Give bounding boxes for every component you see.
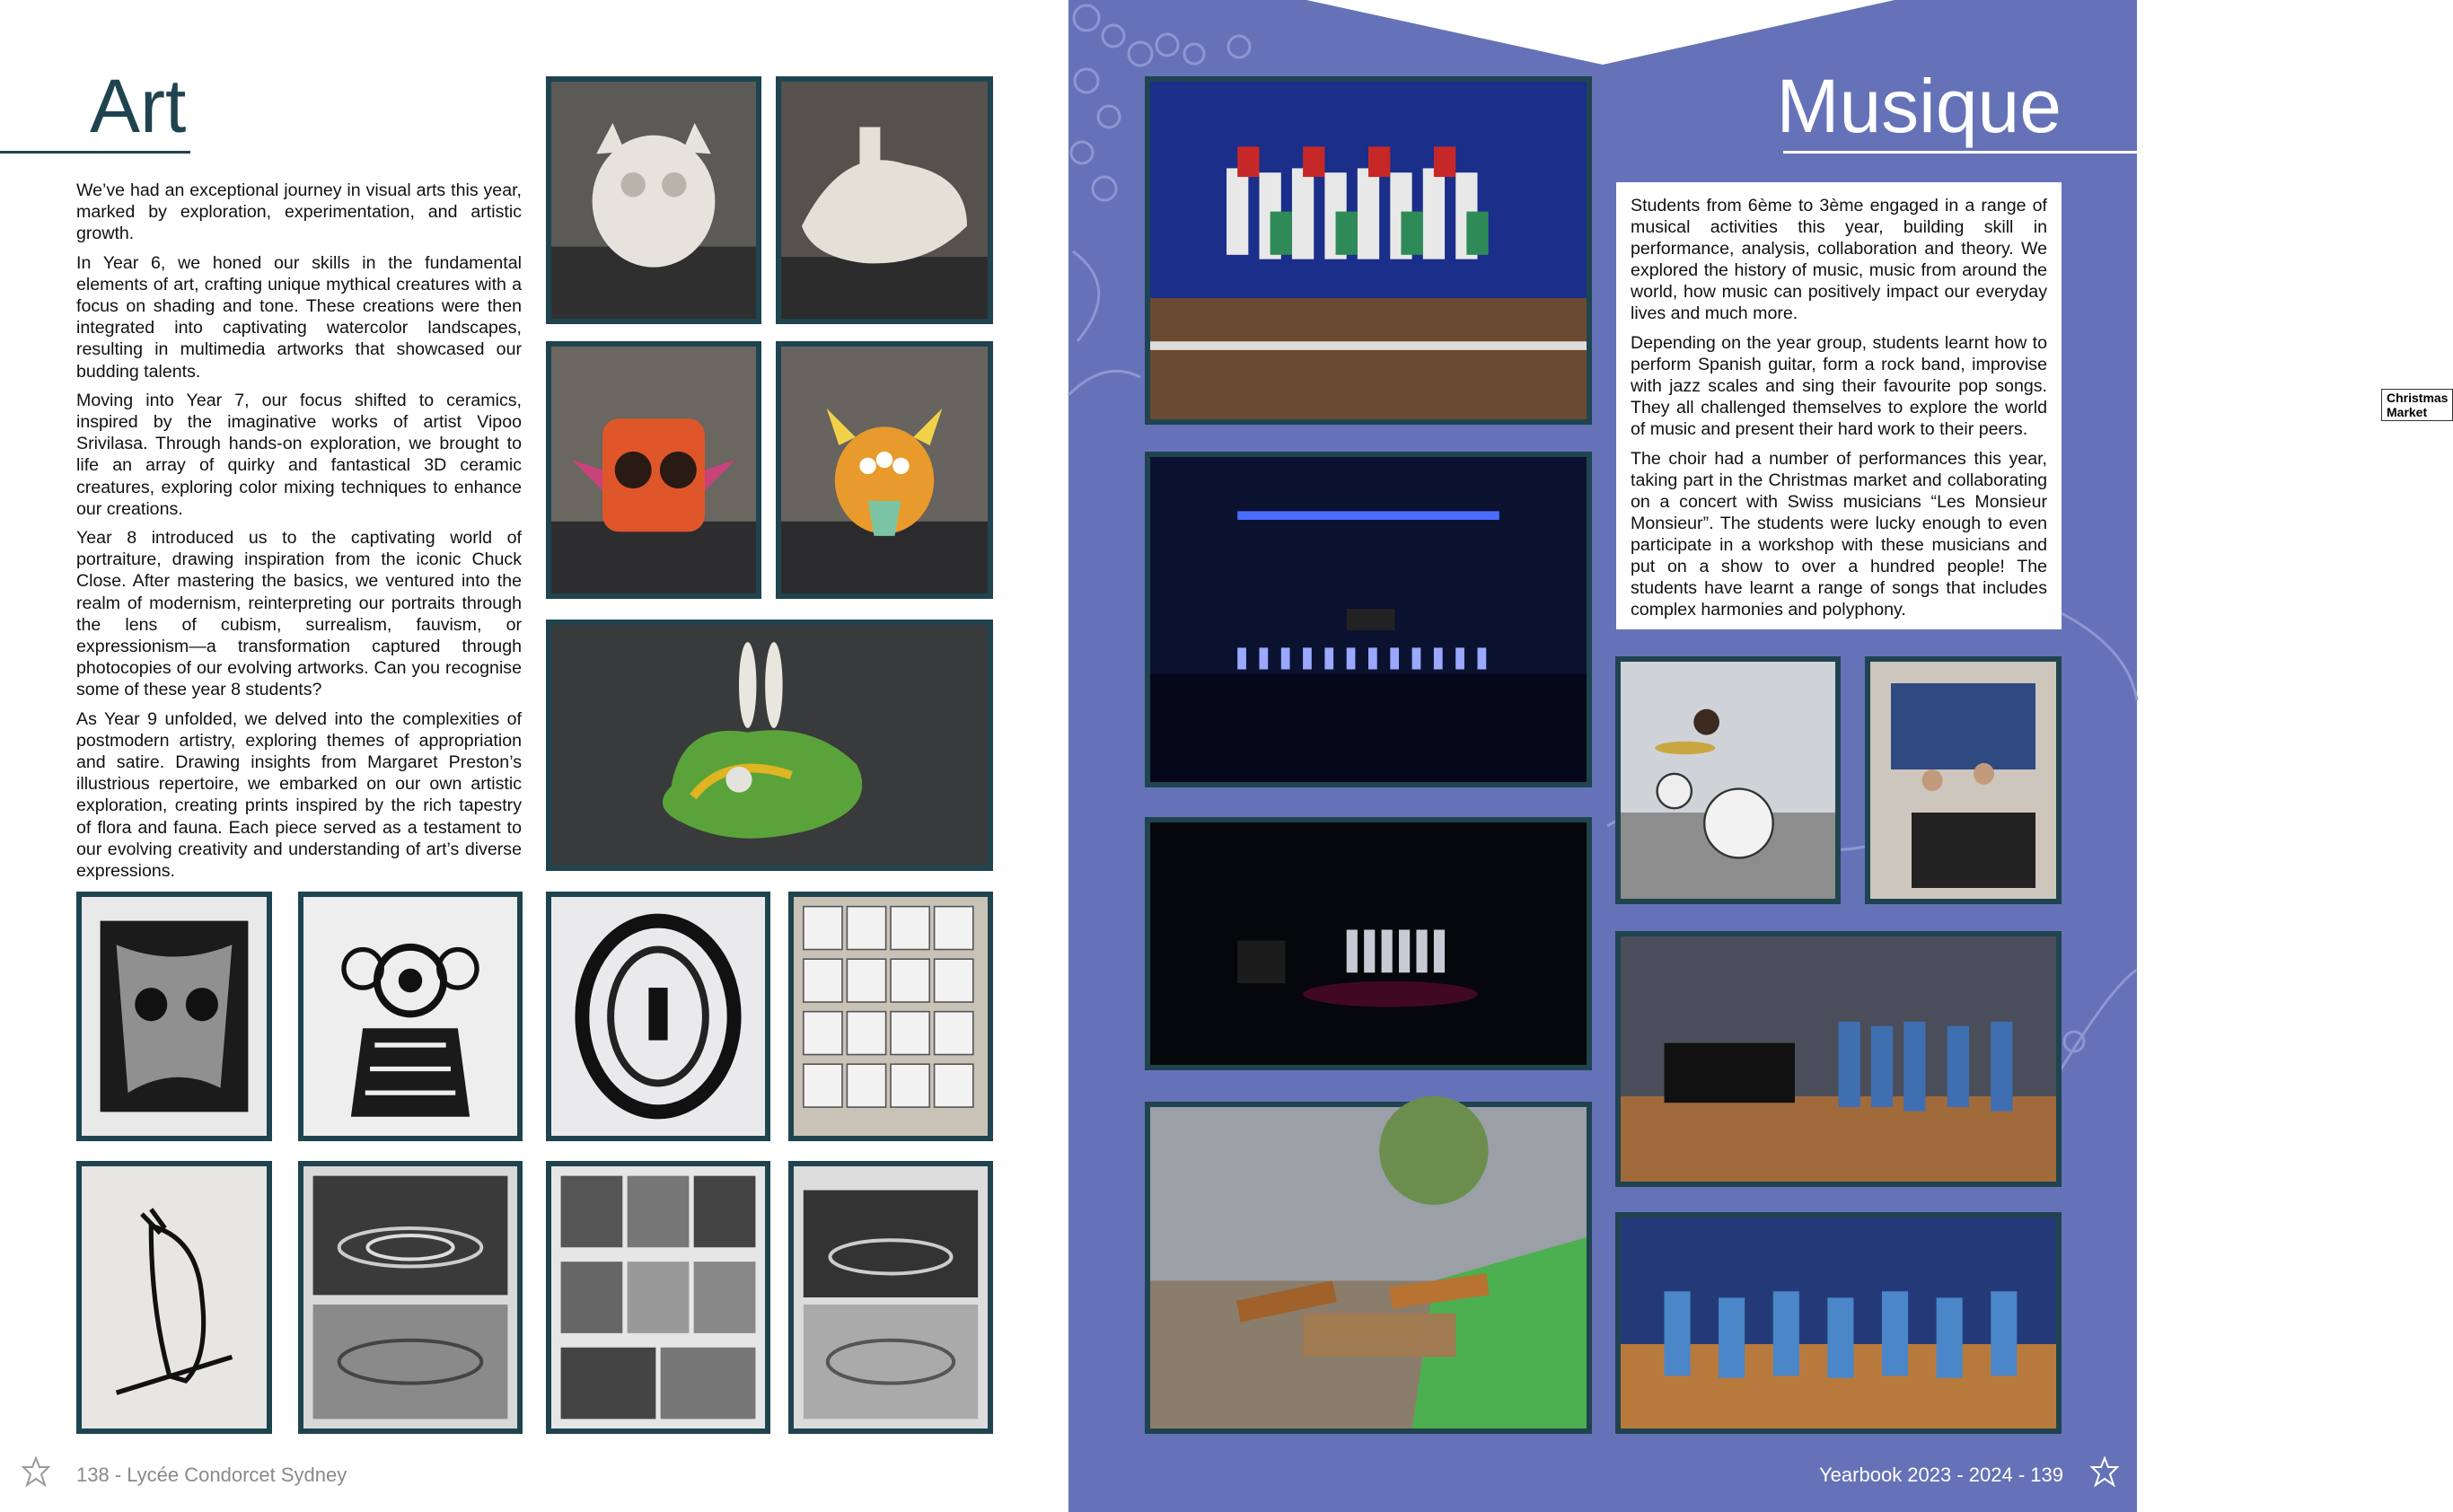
- texture-study-photo: [546, 1161, 770, 1434]
- linocut-print-birds-photo: [76, 892, 272, 1141]
- ceramic-white-creature-photo: [546, 76, 761, 324]
- guitar-students-photo: [1145, 1102, 1592, 1434]
- art-paragraph-4: Year 8 introduced us to the captivating world of portraiture, drawing inspiration from the iconic Chuck Close. After mastering the basics, we ventured into the realm of modernism, reinterpreting our portraits through the lens of cubism, surrealism, fauvism, or expressionism—a transformation captured through photocopies of our evolving artworks. Can you recognise some of these year 8 students?: [76, 528, 522, 700]
- art-title: Art: [90, 64, 187, 148]
- photo-caption: Christmas Market: [2381, 389, 2453, 421]
- musique-title: Musique: [1776, 64, 2062, 148]
- drummer-photo: [1615, 656, 1841, 904]
- ceramic-green-creature-photo: [546, 620, 993, 871]
- choir-workshop-piano-photo: [1615, 931, 2062, 1187]
- music-classroom-photo: [1865, 656, 2062, 904]
- art-title-rule: [0, 151, 190, 154]
- school-logo-icon-right: [2088, 1455, 2121, 1490]
- footer-left-page-number: 138 - Lycée Condorcet Sydney: [76, 1464, 347, 1486]
- concert-stage-photo: [1145, 452, 1592, 787]
- art-paragraph-1: We’ve had an exceptional journey in visual arts this year, marked by exploration, experimentation, and artistic growth.: [76, 180, 522, 244]
- linocut-print-shell-photo: [546, 892, 770, 1141]
- musique-title-rule: [1783, 151, 2137, 154]
- left-page: [0, 0, 1068, 1512]
- art-paragraph-3: Moving into Year 7, our focus shifted to ceramics, inspired by the imaginative works of artist Vipoo Srivilasa. Through hands-on exploration, we brought to life an array of quirky and fantastical 3D ceramic creatures, exploring color mixing techniques to enhance our creations.: [76, 390, 522, 519]
- piano-choir-performance-photo: [1145, 817, 1592, 1070]
- linocut-print-cockatoo-photo: [76, 1161, 272, 1434]
- musique-text-box: [1616, 182, 2062, 629]
- musique-paragraph-1: Students from 6ème to 3ème engaged in a range of musical activities this year, building skill in performance, analysis, collaboration and theory. We explored the history of music, music from around the world, how music can positively impact our everyday lives and much more.: [1631, 196, 2047, 323]
- ceramic-red-creature-photo: [546, 341, 761, 599]
- footer-right-page-number: Yearbook 2023 - 2024 - 139: [1819, 1464, 2063, 1486]
- portrait-collage-photo: [788, 892, 993, 1141]
- students-circle-photo: [1615, 1212, 2062, 1434]
- ceramic-white-dragon-photo: [776, 76, 993, 324]
- linocut-print-flowers-vase-photo: [298, 892, 523, 1141]
- art-paragraph-5: As Year 9 unfolded, we delved into the complexities of postmodern artistry, exploring themes of appropriation and satire. Drawing insights from Margaret Preston’s illustrious repertoire, we embarked on our own artistic exploration, creating prints inspired by the rich tapestry of flora and fauna. Each piece served as a testament to our evolving creativity and understanding of art’s diverse expressions.: [76, 708, 522, 882]
- art-text-column: [76, 180, 522, 889]
- water-drop-drawing-photo: [298, 1161, 523, 1434]
- ceramic-orange-monster-photo: [776, 341, 993, 599]
- right-page: [1068, 0, 2449, 1512]
- school-logo-icon: [20, 1455, 52, 1490]
- musique-paragraph-2: Depending on the year group, students learnt how to perform Spanish guitar, form a rock band, improvise with jazz scales and sing their favourite pop songs. They all challenged themselves to explore the world of music and present their hard work to their peers.: [1631, 333, 2047, 439]
- water-drop-drawing-2-photo: [788, 1161, 993, 1434]
- christmas-market-choir-photo: [1145, 76, 1592, 425]
- art-paragraph-2: In Year 6, we honed our skills in the fundamental elements of art, crafting unique mythical creatures with a focus on shading and tone. These creations were then integrated into captivating watercolor landscapes, resulting in multimedia artworks that showcased our budding talents.: [76, 252, 522, 382]
- musique-paragraph-3: The choir had a number of performances this year, taking part in the Christmas market and collaborating on a concert with Swiss musicians “Les Monsieur Monsieur”. The students were lucky enough to even participate in a workshop with these musicians and put on a show to over a hundred people! The students have learnt a range of songs that includes complex harmonies and polyphony.: [1631, 449, 2047, 620]
